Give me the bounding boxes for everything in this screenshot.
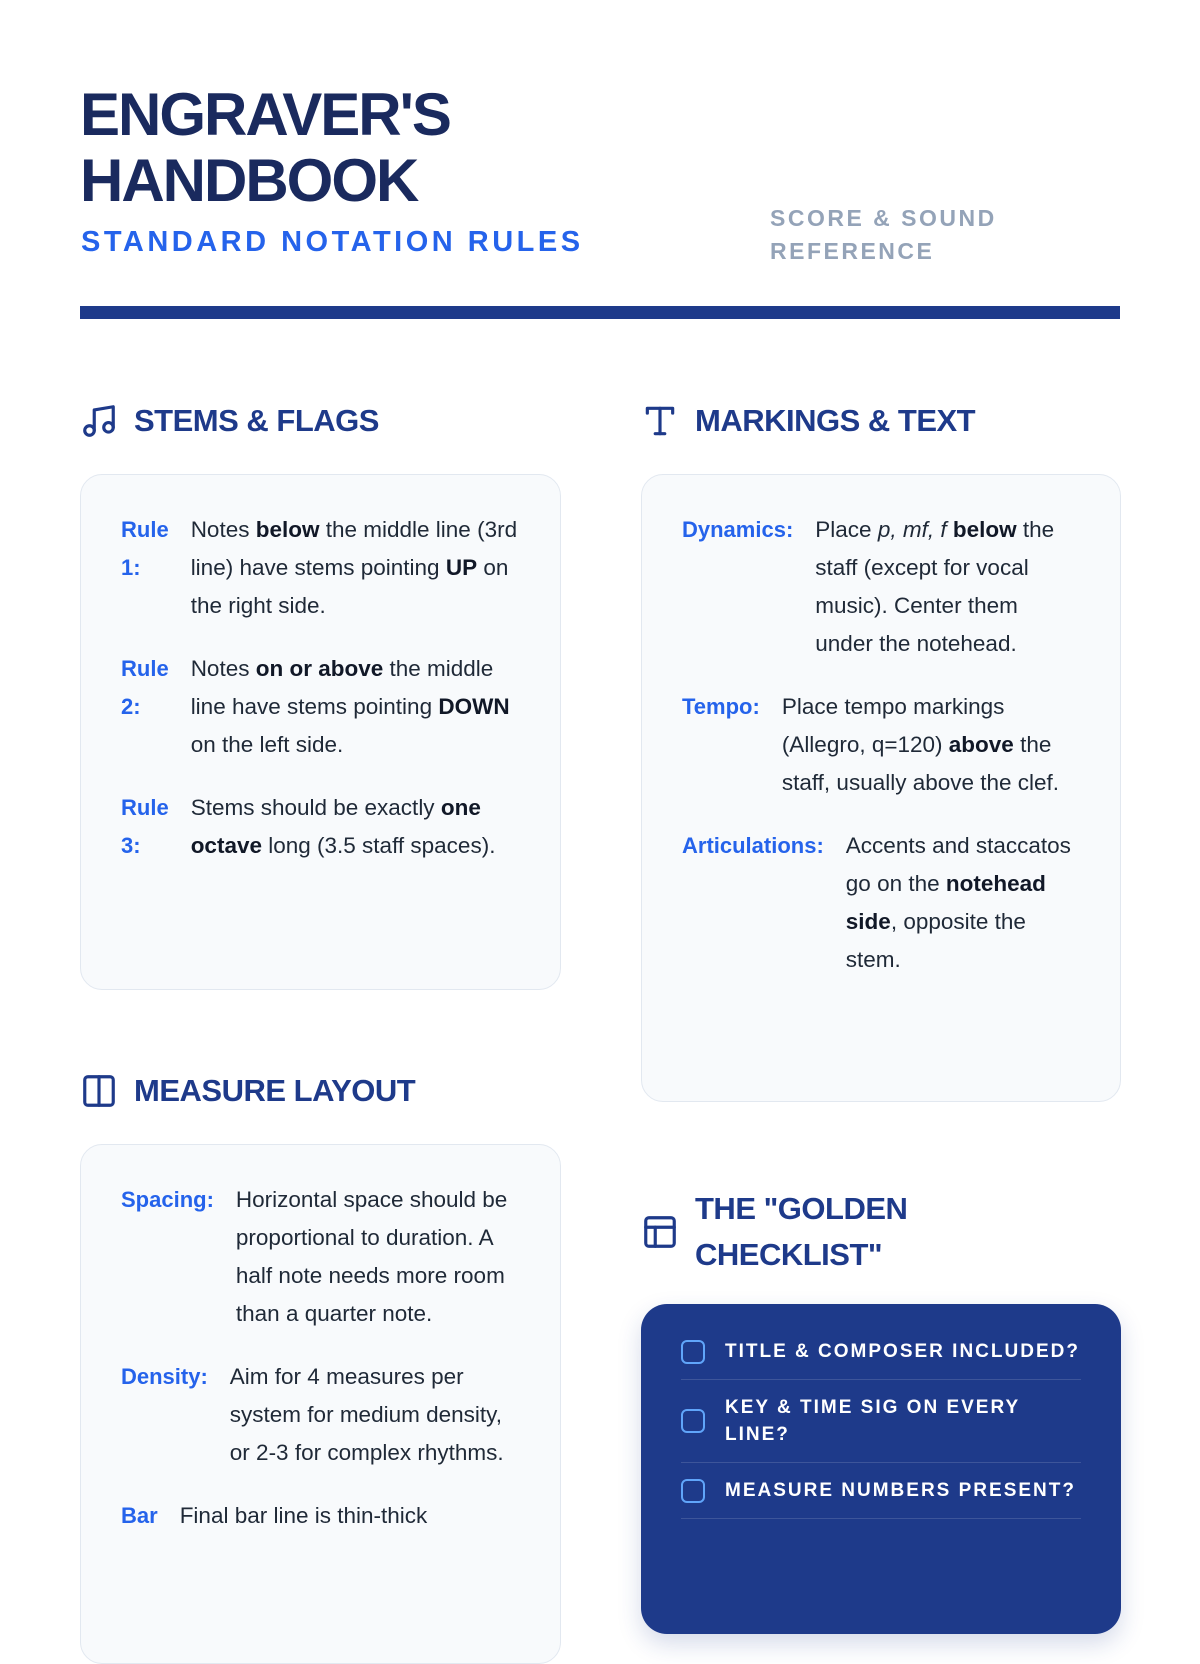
- checklist-item-label: TITLE & COMPOSER INCLUDED?: [725, 1341, 1080, 1362]
- markings-rule-row: [682, 827, 1080, 979]
- stems-rule-label: Rule 3:: [121, 795, 169, 858]
- rule-text-part: , opposite the stem.: [845, 909, 1026, 972]
- rule-text-part: UP: [445, 555, 478, 580]
- stems-rule-row: [121, 789, 520, 865]
- measure-rule-text: [230, 1358, 520, 1472]
- rule-text-part: one octave: [190, 795, 481, 858]
- markings-rule-text: [782, 688, 1080, 802]
- checkbox[interactable]: [681, 1479, 705, 1503]
- rule-text-part: Notes: [190, 517, 256, 542]
- markings-section-heading: [641, 402, 975, 440]
- checkbox[interactable]: [681, 1409, 705, 1433]
- golden-checklist: [641, 1304, 1121, 1634]
- rule-text-part: below: [255, 517, 320, 542]
- markings-rule-row: [682, 688, 1080, 802]
- stems-card: [80, 474, 561, 990]
- rule-text-part: below: [952, 517, 1017, 542]
- measure-rule-row: [121, 1358, 520, 1472]
- title-line-1: ENGRAVER'S: [80, 81, 450, 148]
- rule-text-part: on the left side.: [190, 732, 344, 757]
- rule-text-part: notehead side: [845, 871, 1046, 934]
- page-title: [80, 82, 450, 214]
- measure-rule-label: Spacing:: [121, 1187, 214, 1212]
- rule-text-part: Final bar line is thin-thick: [179, 1503, 428, 1528]
- stems-rule-text: [191, 650, 520, 764]
- rule-text-part: on the right side.: [190, 555, 509, 618]
- stems-rule-label: Rule 1:: [121, 517, 169, 580]
- stems-rule-text: [191, 511, 520, 625]
- page-subtitle: STANDARD NOTATION RULES: [81, 226, 584, 258]
- rule-text-part: on or above: [255, 656, 384, 681]
- measure-rule-row: [121, 1497, 520, 1535]
- measure-rule-text: [236, 1181, 520, 1333]
- checklist-item-label: KEY & TIME SIG ON EVERY LINE?: [725, 1397, 1020, 1445]
- markings-rule-label: Articulations:: [682, 833, 824, 858]
- type-icon: [641, 402, 679, 440]
- rule-text-part: Aim for 4 measures per system for medium density, or 2-3 for complex rhythms.: [229, 1364, 504, 1465]
- measure-rule-label: Density:: [121, 1364, 208, 1389]
- markings-heading-text: MARKINGS & TEXT: [695, 403, 976, 438]
- header-divider: [80, 306, 1120, 319]
- rule-text-part: long (3.5 staff spaces).: [261, 833, 496, 858]
- stems-rule-row: [121, 511, 520, 625]
- checklist-item[interactable]: [681, 1324, 1081, 1380]
- stems-section-heading: [80, 402, 379, 440]
- measure-rule-label: Bar: [121, 1503, 158, 1528]
- measure-rule-row: [121, 1181, 520, 1333]
- markings-card: [641, 474, 1121, 1102]
- checklist-item-label: MEASURE NUMBERS PRESENT?: [725, 1480, 1076, 1501]
- music-note-icon: [80, 402, 118, 440]
- checklist-item[interactable]: [681, 1463, 1081, 1519]
- checklist-heading-text: THE "GOLDEN CHECKLIST": [695, 1191, 908, 1272]
- rule-text-part: the middle line (3rd line) have stems pointing: [190, 517, 518, 580]
- markings-rule-text: [815, 511, 1080, 663]
- rule-text-part: above: [948, 732, 1014, 757]
- rule-text-part: Stems should be exactly: [190, 795, 441, 820]
- rule-text-part: p, mf, f: [877, 517, 947, 542]
- stems-rule-row: [121, 650, 520, 764]
- measure-card: [80, 1144, 561, 1664]
- markings-rule-label: Dynamics:: [682, 517, 794, 542]
- columns-icon: [80, 1072, 118, 1110]
- layout-icon: [641, 1213, 679, 1251]
- meta-line-2: REFERENCE: [770, 238, 935, 264]
- rule-text-part: DOWN: [438, 694, 510, 719]
- rule-text-part: Horizontal space should be proportional to duration. A half note needs more room than a quarter note.: [235, 1187, 508, 1326]
- rule-text-part: the staff, usually above the clef.: [781, 732, 1060, 795]
- measure-section-heading: [80, 1072, 415, 1110]
- rule-text-part: Accents and staccatos go on the: [845, 833, 1071, 896]
- title-line-2: HANDBOOK: [80, 147, 418, 214]
- meta-line-1: SCORE & SOUND: [770, 205, 997, 231]
- header-meta: [770, 202, 1030, 268]
- stems-heading-text: STEMS & FLAGS: [134, 403, 379, 438]
- rule-text-part: Place: [815, 517, 878, 542]
- rule-text-part: the staff (except for vocal music). Center them under the notehead.: [815, 517, 1055, 656]
- rule-text-part: Place tempo markings (Allegro, q=120): [781, 694, 1005, 757]
- measure-rule-text: [180, 1497, 520, 1535]
- checklist-item[interactable]: [681, 1380, 1081, 1463]
- markings-rule-label: Tempo:: [682, 694, 760, 719]
- measure-heading-text: MEASURE LAYOUT: [134, 1073, 416, 1108]
- markings-rule-row: [682, 511, 1080, 663]
- checklist-section-heading: [641, 1186, 955, 1278]
- rule-text-part: Notes: [190, 656, 256, 681]
- stems-rule-label: Rule 2:: [121, 656, 169, 719]
- rule-text-part: the middle line have stems pointing: [190, 656, 494, 719]
- stems-rule-text: [191, 789, 520, 865]
- checkbox[interactable]: [681, 1340, 705, 1364]
- markings-rule-text: [846, 827, 1080, 979]
